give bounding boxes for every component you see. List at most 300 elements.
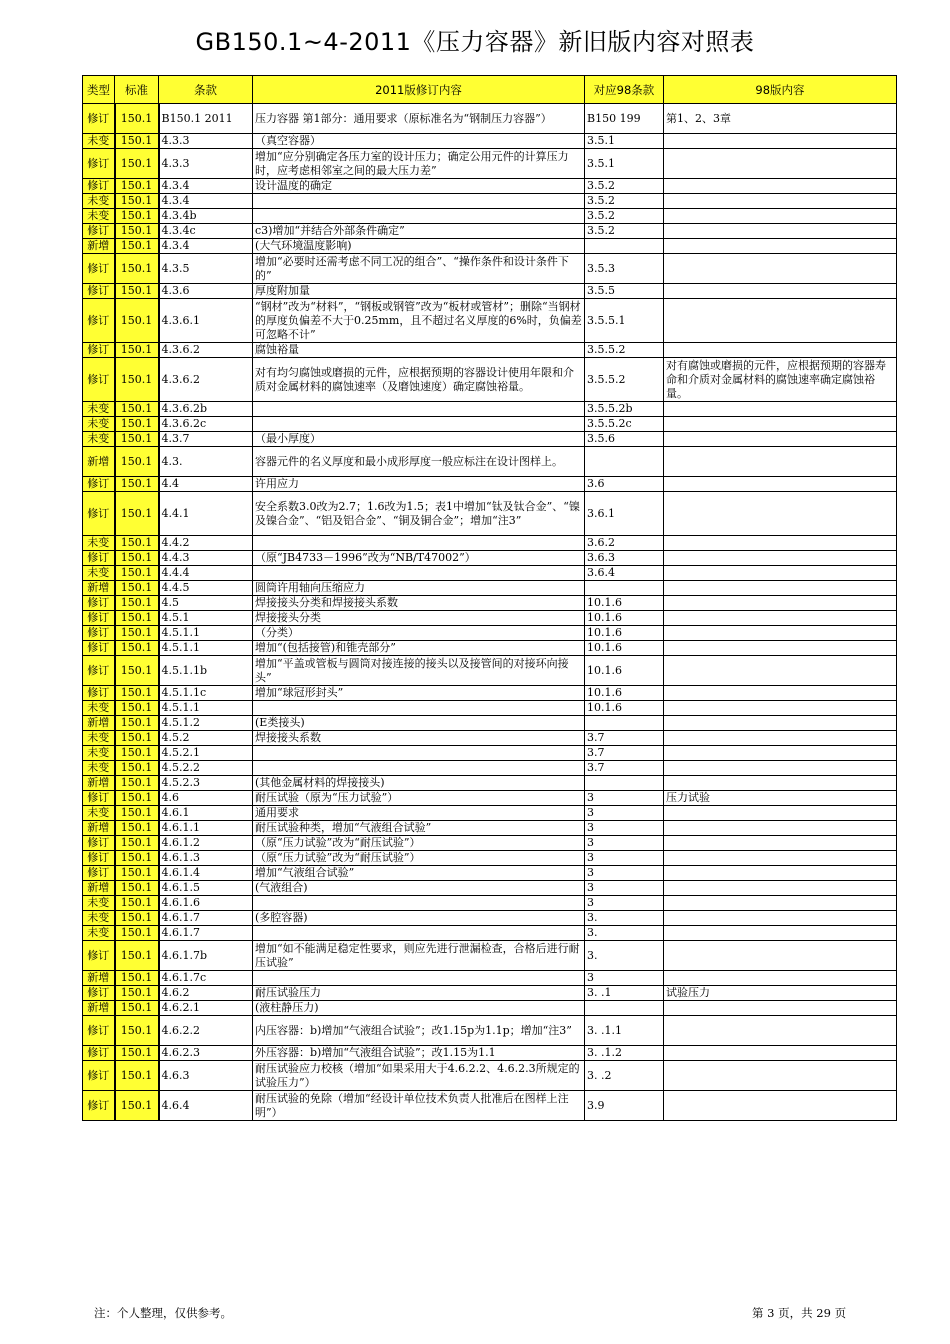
cell-standard: 150.1	[115, 731, 159, 746]
cell-98-content	[664, 551, 897, 566]
cell-98-content	[664, 343, 897, 358]
table-row	[83, 686, 897, 701]
cell-2011-content: (多腔容器)	[253, 911, 585, 926]
cell-standard: 150.1	[115, 851, 159, 866]
cell-98-clause: 3. .1.1	[585, 1016, 664, 1046]
cell-clause: 4.3.4	[159, 239, 253, 254]
cell-2011-content: 焊接接头系数	[253, 731, 585, 746]
cell-standard: 150.1	[115, 1046, 159, 1061]
cell-98-clause: 3	[585, 821, 664, 836]
cell-2011-content: 增加“球冠形封头”	[253, 686, 585, 701]
cell-standard: 150.1	[115, 343, 159, 358]
table-row	[83, 761, 897, 776]
cell-clause: 4.6.1.5	[159, 881, 253, 896]
cell-type: 修订	[83, 1046, 115, 1061]
table-row	[83, 581, 897, 596]
cell-2011-content: 增加“应分别确定各压力室的设计压力；确定公用元件的计算压力时，应考虑相邻室之间的最大压力差”	[253, 149, 585, 179]
cell-type: 修订	[83, 641, 115, 656]
cell-98-content	[664, 941, 897, 971]
cell-2011-content: (其他金属材料的焊接接头)	[253, 776, 585, 791]
cell-98-clause: 3	[585, 836, 664, 851]
cell-2011-content	[253, 417, 585, 432]
cell-type: 修订	[83, 358, 115, 402]
cell-clause: 4.6.1.2	[159, 836, 253, 851]
cell-2011-content: （分类）	[253, 626, 585, 641]
cell-2011-content	[253, 926, 585, 941]
table-row	[83, 626, 897, 641]
cell-98-clause: 3	[585, 866, 664, 881]
cell-98-clause: 3.6.1	[585, 492, 664, 536]
cell-clause: 4.3.4	[159, 194, 253, 209]
cell-98-content	[664, 566, 897, 581]
cell-98-clause: 3	[585, 881, 664, 896]
cell-type: 未变	[83, 896, 115, 911]
cell-clause: 4.6.1	[159, 806, 253, 821]
cell-type: 修订	[83, 254, 115, 284]
cell-2011-content: 焊接接头分类	[253, 611, 585, 626]
cell-98-clause: B150 199	[585, 104, 664, 134]
cell-standard: 150.1	[115, 432, 159, 447]
cell-2011-content: 增加“如不能满足稳定性要求，则应先进行泄漏检查，合格后进行耐压试验”	[253, 941, 585, 971]
table-row	[83, 1046, 897, 1061]
cell-98-clause	[585, 716, 664, 731]
cell-98-clause	[585, 776, 664, 791]
cell-98-content	[664, 536, 897, 551]
cell-98-content	[664, 866, 897, 881]
cell-type: 修订	[83, 104, 115, 134]
cell-clause: 4.5.2	[159, 731, 253, 746]
comparison-table	[82, 75, 897, 1121]
cell-clause: 4.3.4	[159, 179, 253, 194]
cell-standard: 150.1	[115, 299, 159, 343]
table-row	[83, 104, 897, 134]
cell-2011-content: 腐蚀裕量	[253, 343, 585, 358]
table-row	[83, 477, 897, 492]
cell-type: 新增	[83, 716, 115, 731]
cell-standard: 150.1	[115, 746, 159, 761]
cell-type: 新增	[83, 971, 115, 986]
cell-2011-content: （真空容器）	[253, 134, 585, 149]
table-row	[83, 611, 897, 626]
cell-98-clause: 3.5.2	[585, 194, 664, 209]
cell-2011-content: 内压容器：b)增加“气液组合试验”；改1.15p为1.1p；增加“注3”	[253, 1016, 585, 1046]
cell-clause: 4.6.2.2	[159, 1016, 253, 1046]
cell-clause: 4.5.1.1c	[159, 686, 253, 701]
header-type: 类型	[83, 76, 115, 104]
cell-98-content	[664, 492, 897, 536]
cell-standard: 150.1	[115, 209, 159, 224]
cell-type: 修订	[83, 656, 115, 686]
cell-standard: 150.1	[115, 581, 159, 596]
cell-type: 未变	[83, 209, 115, 224]
table-row	[83, 776, 897, 791]
cell-2011-content: 焊接接头分类和焊接接头系数	[253, 596, 585, 611]
cell-type: 未变	[83, 566, 115, 581]
cell-98-content	[664, 836, 897, 851]
table-row	[83, 851, 897, 866]
table-row	[83, 731, 897, 746]
cell-type: 修订	[83, 626, 115, 641]
table-row	[83, 656, 897, 686]
cell-type: 未变	[83, 806, 115, 821]
cell-clause: 4.5.1.1	[159, 626, 253, 641]
cell-standard: 150.1	[115, 776, 159, 791]
cell-98-clause: 3	[585, 806, 664, 821]
cell-clause: 4.3.4c	[159, 224, 253, 239]
cell-98-clause: 10.1.6	[585, 686, 664, 701]
cell-standard: 150.1	[115, 104, 159, 134]
cell-98-clause: 3.5.2	[585, 209, 664, 224]
header-clause: 条款	[159, 76, 253, 104]
cell-98-content	[664, 447, 897, 477]
cell-98-clause: 3.6.3	[585, 551, 664, 566]
table-row	[83, 239, 897, 254]
cell-2011-content: (大气环境温度影响)	[253, 239, 585, 254]
cell-2011-content: “钢材”改为“材料”，“钢板或钢管”改为“板材或管材”；删除“当钢材的厚度负偏差不大于0.25mm，且不超过名义厚度的6%时，负偏差可忽略不计”	[253, 299, 585, 343]
cell-type: 修订	[83, 791, 115, 806]
cell-type: 修订	[83, 686, 115, 701]
cell-98-clause: 3.5.1	[585, 149, 664, 179]
cell-standard: 150.1	[115, 821, 159, 836]
cell-clause: 4.4.1	[159, 492, 253, 536]
table-row	[83, 926, 897, 941]
table-row	[83, 566, 897, 581]
cell-98-content	[664, 776, 897, 791]
footer-note: 注：个人整理，仅供参考。	[94, 1306, 232, 1320]
cell-98-clause: 3.6.2	[585, 536, 664, 551]
cell-98-clause	[585, 1001, 664, 1016]
cell-98-clause: 3.5.2	[585, 179, 664, 194]
cell-2011-content: 设计温度的确定	[253, 179, 585, 194]
table-row	[83, 641, 897, 656]
cell-2011-content	[253, 971, 585, 986]
cell-type: 新增	[83, 447, 115, 477]
table-row	[83, 254, 897, 284]
table-row	[83, 881, 897, 896]
table-row	[83, 791, 897, 806]
cell-98-clause: 10.1.6	[585, 626, 664, 641]
cell-2011-content: 耐压试验应力校核（增加“如果采用大于4.6.2.2、4.6.2.3所规定的试验压力”）	[253, 1061, 585, 1091]
table-row	[83, 596, 897, 611]
cell-standard: 150.1	[115, 447, 159, 477]
cell-98-clause: 3.5.5.2b	[585, 402, 664, 417]
cell-2011-content: 容器元件的名义厚度和最小成形厚度一般应标注在设计图样上。	[253, 447, 585, 477]
cell-type: 新增	[83, 1001, 115, 1016]
cell-type: 新增	[83, 881, 115, 896]
cell-type: 未变	[83, 731, 115, 746]
cell-98-clause: 3.5.5.1	[585, 299, 664, 343]
cell-clause: 4.5	[159, 596, 253, 611]
cell-98-content	[664, 194, 897, 209]
cell-type: 修订	[83, 611, 115, 626]
cell-type: 修订	[83, 836, 115, 851]
table-row	[83, 447, 897, 477]
table-header-row	[83, 76, 897, 104]
cell-standard: 150.1	[115, 896, 159, 911]
cell-type: 未变	[83, 761, 115, 776]
cell-standard: 150.1	[115, 1001, 159, 1016]
cell-98-content	[664, 881, 897, 896]
cell-type: 修订	[83, 343, 115, 358]
cell-98-content	[664, 224, 897, 239]
table-row	[83, 1091, 897, 1121]
table-row	[83, 343, 897, 358]
cell-clause: 4.3.	[159, 447, 253, 477]
cell-type: 未变	[83, 402, 115, 417]
cell-clause: B150.1 2011	[159, 104, 253, 134]
cell-standard: 150.1	[115, 836, 159, 851]
table-row	[83, 224, 897, 239]
cell-type: 修订	[83, 299, 115, 343]
cell-2011-content: 增加“必要时还需考虑不同工况的组合”、“操作条件和设计条件下的”	[253, 254, 585, 284]
cell-98-clause: 10.1.6	[585, 656, 664, 686]
cell-clause: 4.6.3	[159, 1061, 253, 1091]
cell-clause: 4.4.5	[159, 581, 253, 596]
cell-2011-content: 增加“气液组合试验”	[253, 866, 585, 881]
cell-2011-content: （原“压力试验”改为“耐压试验”）	[253, 851, 585, 866]
cell-standard: 150.1	[115, 761, 159, 776]
cell-98-clause: 3.	[585, 911, 664, 926]
cell-98-content	[664, 746, 897, 761]
cell-2011-content	[253, 209, 585, 224]
cell-98-clause: 3.	[585, 941, 664, 971]
cell-standard: 150.1	[115, 254, 159, 284]
cell-standard: 150.1	[115, 284, 159, 299]
cell-clause: 4.3.6.2c	[159, 417, 253, 432]
cell-standard: 150.1	[115, 402, 159, 417]
cell-98-clause: 10.1.6	[585, 641, 664, 656]
cell-type: 修订	[83, 866, 115, 881]
cell-2011-content	[253, 536, 585, 551]
cell-98-content	[664, 209, 897, 224]
cell-98-clause: 3.5.5.2	[585, 343, 664, 358]
cell-standard: 150.1	[115, 626, 159, 641]
cell-clause: 4.6	[159, 791, 253, 806]
table-row	[83, 911, 897, 926]
cell-standard: 150.1	[115, 641, 159, 656]
table-row	[83, 536, 897, 551]
cell-clause: 4.6.1.7c	[159, 971, 253, 986]
page-title: GB150.1~4-2011《压力容器》新旧版内容对照表	[195, 28, 755, 56]
cell-clause: 4.6.2	[159, 986, 253, 1001]
cell-98-content	[664, 417, 897, 432]
cell-98-content	[664, 656, 897, 686]
cell-98-clause: 3.	[585, 926, 664, 941]
cell-type: 修订	[83, 986, 115, 1001]
cell-type: 未变	[83, 417, 115, 432]
cell-standard: 150.1	[115, 179, 159, 194]
table-row	[83, 821, 897, 836]
cell-2011-content: 耐压试验（原为“压力试验”）	[253, 791, 585, 806]
cell-98-content	[664, 581, 897, 596]
cell-clause: 4.6.1.6	[159, 896, 253, 911]
table-row	[83, 896, 897, 911]
cell-2011-content: （原“JB4733－1996”改为“NB/T47002”）	[253, 551, 585, 566]
cell-type: 未变	[83, 926, 115, 941]
cell-type: 未变	[83, 536, 115, 551]
cell-type: 修订	[83, 149, 115, 179]
cell-2011-content: 外压容器：b)增加“气液组合试验”；改1.15为1.1	[253, 1046, 585, 1061]
cell-clause: 4.3.6	[159, 284, 253, 299]
cell-98-content	[664, 477, 897, 492]
cell-type: 未变	[83, 432, 115, 447]
cell-2011-content: （原“压力试验”改为“耐压试验”）	[253, 836, 585, 851]
cell-98-content	[664, 821, 897, 836]
cell-98-content	[664, 626, 897, 641]
table-row	[83, 149, 897, 179]
cell-standard: 150.1	[115, 134, 159, 149]
cell-standard: 150.1	[115, 239, 159, 254]
cell-standard: 150.1	[115, 926, 159, 941]
cell-98-clause: 3.5.2	[585, 224, 664, 239]
cell-standard: 150.1	[115, 806, 159, 821]
cell-98-clause: 3.5.1	[585, 134, 664, 149]
cell-clause: 4.5.1	[159, 611, 253, 626]
cell-standard: 150.1	[115, 536, 159, 551]
header-98-content: 98版内容	[664, 76, 897, 104]
cell-98-clause: 3.6	[585, 477, 664, 492]
cell-2011-content	[253, 896, 585, 911]
table-row	[83, 701, 897, 716]
cell-98-content	[664, 1001, 897, 1016]
cell-type: 未变	[83, 746, 115, 761]
cell-98-content: 试验压力	[664, 986, 897, 1001]
cell-2011-content: 厚度附加量	[253, 284, 585, 299]
cell-clause: 4.4	[159, 477, 253, 492]
cell-standard: 150.1	[115, 881, 159, 896]
cell-98-content	[664, 896, 897, 911]
table-row	[83, 134, 897, 149]
table-row	[83, 836, 897, 851]
table-row	[83, 209, 897, 224]
cell-standard: 150.1	[115, 566, 159, 581]
cell-2011-content: 耐压试验压力	[253, 986, 585, 1001]
table-row	[83, 716, 897, 731]
cell-2011-content: 耐压试验种类，增加“气液组合试验”	[253, 821, 585, 836]
cell-type: 新增	[83, 239, 115, 254]
cell-98-content	[664, 149, 897, 179]
table-row	[83, 971, 897, 986]
cell-2011-content	[253, 402, 585, 417]
table-row	[83, 1016, 897, 1046]
cell-98-clause: 3.5.5.2	[585, 358, 664, 402]
cell-type: 修订	[83, 1016, 115, 1046]
cell-98-clause: 10.1.6	[585, 596, 664, 611]
cell-standard: 150.1	[115, 358, 159, 402]
table-row	[83, 1001, 897, 1016]
table-row	[83, 746, 897, 761]
table-row	[83, 1061, 897, 1091]
page-number: 第 3 页，共 29 页	[752, 1306, 847, 1320]
cell-2011-content: 增加“平盖或管板与圆筒对接连接的接头以及接管间的对接环向接头”	[253, 656, 585, 686]
table-body	[83, 104, 897, 1121]
cell-2011-content	[253, 761, 585, 776]
cell-98-clause: 3.7	[585, 761, 664, 776]
cell-2011-content: 圆筒许用轴向压缩应力	[253, 581, 585, 596]
cell-98-clause: 3.5.3	[585, 254, 664, 284]
cell-98-clause: 3. .2	[585, 1061, 664, 1091]
cell-98-content: 压力试验	[664, 791, 897, 806]
cell-clause: 4.5.2.1	[159, 746, 253, 761]
cell-98-content	[664, 716, 897, 731]
cell-2011-content: (E类接头)	[253, 716, 585, 731]
cell-98-clause	[585, 239, 664, 254]
cell-98-clause	[585, 447, 664, 477]
cell-98-clause: 3	[585, 791, 664, 806]
table-row	[83, 402, 897, 417]
cell-98-content	[664, 926, 897, 941]
cell-clause: 4.5.1.1	[159, 701, 253, 716]
cell-98-content	[664, 971, 897, 986]
cell-98-content	[664, 596, 897, 611]
cell-98-content	[664, 686, 897, 701]
cell-standard: 150.1	[115, 866, 159, 881]
table-row	[83, 194, 897, 209]
cell-98-content	[664, 1061, 897, 1091]
table-row	[83, 492, 897, 536]
table-row	[83, 986, 897, 1001]
cell-98-clause: 3.5.5.2c	[585, 417, 664, 432]
cell-98-clause: 3	[585, 896, 664, 911]
table-row	[83, 299, 897, 343]
cell-type: 修订	[83, 551, 115, 566]
cell-type: 新增	[83, 821, 115, 836]
cell-type: 修订	[83, 1061, 115, 1091]
cell-98-content	[664, 611, 897, 626]
cell-standard: 150.1	[115, 477, 159, 492]
table-row	[83, 551, 897, 566]
cell-type: 修订	[83, 477, 115, 492]
table-row	[83, 806, 897, 821]
cell-98-clause: 3. .1	[585, 986, 664, 1001]
cell-clause: 4.3.3	[159, 134, 253, 149]
cell-type: 未变	[83, 194, 115, 209]
cell-type: 修订	[83, 1091, 115, 1121]
cell-standard: 150.1	[115, 701, 159, 716]
cell-clause: 4.6.1.3	[159, 851, 253, 866]
cell-clause: 4.6.1.7	[159, 911, 253, 926]
cell-type: 未变	[83, 134, 115, 149]
cell-98-clause: 3.9	[585, 1091, 664, 1121]
cell-clause: 4.3.6.2b	[159, 402, 253, 417]
cell-2011-content: 安全系数3.0改为2.7；1.6改为1.5；表1中增加“钛及钛合金”、“镍及镍合金”、“铝及铝合金”、“铜及铜合金”；增加“注3”	[253, 492, 585, 536]
cell-type: 未变	[83, 911, 115, 926]
cell-standard: 150.1	[115, 194, 159, 209]
cell-clause: 4.5.2.3	[159, 776, 253, 791]
cell-98-content	[664, 1091, 897, 1121]
cell-clause: 4.6.1.7b	[159, 941, 253, 971]
cell-standard: 150.1	[115, 492, 159, 536]
cell-clause: 4.6.1.4	[159, 866, 253, 881]
table-row	[83, 417, 897, 432]
cell-standard: 150.1	[115, 1016, 159, 1046]
cell-98-clause: 3.7	[585, 746, 664, 761]
cell-clause: 4.5.1.1b	[159, 656, 253, 686]
cell-98-content	[664, 239, 897, 254]
cell-type: 修订	[83, 851, 115, 866]
cell-98-content	[664, 179, 897, 194]
cell-98-content	[664, 731, 897, 746]
cell-clause: 4.3.5	[159, 254, 253, 284]
cell-standard: 150.1	[115, 911, 159, 926]
cell-98-content: 对有腐蚀或磨损的元件，应根据预期的容器寿命和介质对金属材料的腐蚀速率确定腐蚀裕量。	[664, 358, 897, 402]
cell-98-content	[664, 701, 897, 716]
cell-standard: 150.1	[115, 1061, 159, 1091]
cell-98-content: 第1、2、3章	[664, 104, 897, 134]
header-2011-content: 2011版修订内容	[253, 76, 585, 104]
cell-2011-content: 压力容器 第1部分：通用要求（原标准名为“钢制压力容器”）	[253, 104, 585, 134]
cell-standard: 150.1	[115, 986, 159, 1001]
